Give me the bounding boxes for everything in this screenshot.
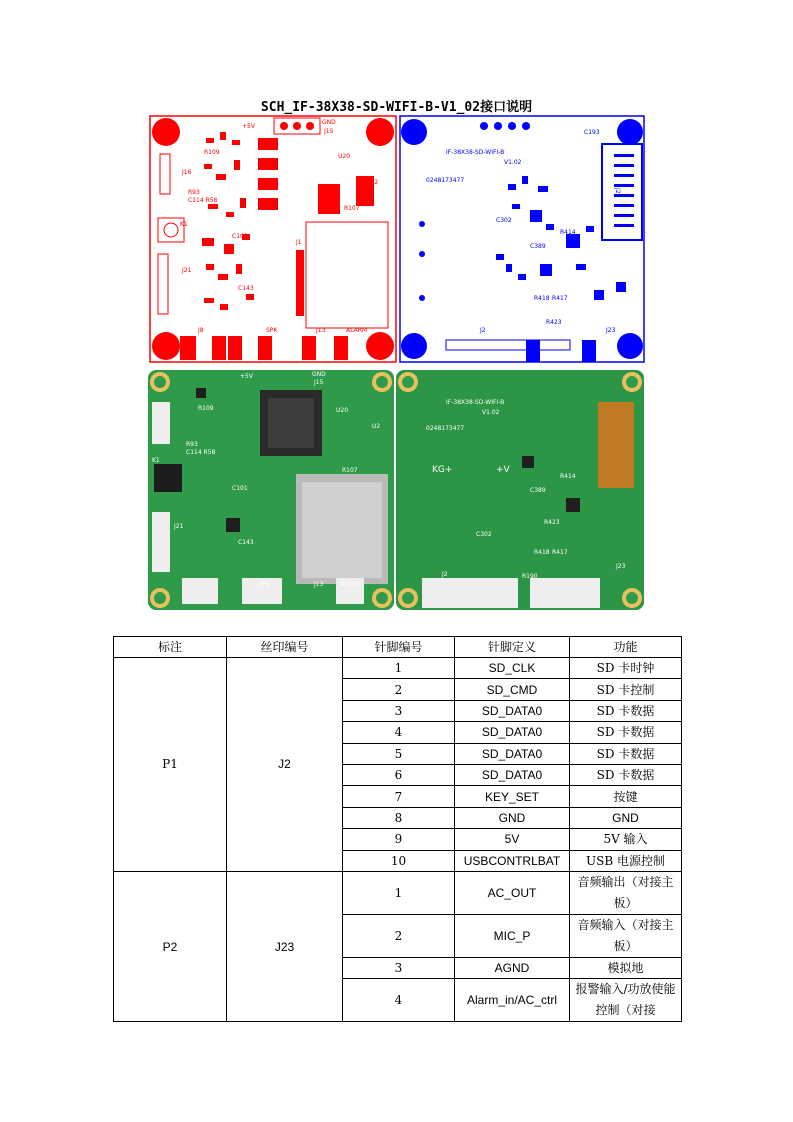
pin-function: SD 卡数据 (570, 764, 682, 785)
fpc-connector (598, 402, 634, 488)
svg-text:J13: J13 (316, 327, 326, 334)
svg-text:ALARM: ALARM (340, 581, 362, 588)
group-silk-j2: J2 (227, 658, 343, 872)
svg-text:J23: J23 (616, 563, 626, 570)
pin-definition: 5V (455, 829, 570, 850)
pin-definition: SD_DATA0 (455, 700, 570, 721)
svg-text:U2: U2 (370, 179, 379, 186)
group-label-p2: P2 (114, 871, 227, 1021)
header-function: 功能 (570, 637, 682, 658)
svg-text:J15: J15 (324, 128, 334, 135)
pin-function: SD 卡数据 (570, 722, 682, 743)
pin-number: 1 (343, 871, 455, 914)
header-silk: 丝印编号 (227, 637, 343, 658)
svg-text:U2: U2 (372, 423, 381, 430)
svg-text:J20: J20 (614, 188, 621, 198)
svg-text:R107: R107 (344, 205, 360, 212)
svg-text:K1: K1 (180, 221, 188, 228)
svg-text:C302: C302 (476, 531, 492, 538)
pin-number: 9 (343, 829, 455, 850)
svg-text:SPK: SPK (266, 327, 278, 334)
svg-text:R423: R423 (546, 319, 562, 326)
pin-function: GND (570, 807, 682, 828)
pcb-layout-figure (146, 114, 646, 364)
pin-number: 2 (343, 914, 455, 957)
svg-text:C389: C389 (530, 243, 546, 250)
pin-definition: SD_DATA0 (455, 722, 570, 743)
pin-number: 5 (343, 743, 455, 764)
svg-text:IF-38X38-SD-WIFI-B: IF-38X38-SD-WIFI-B (446, 399, 505, 406)
pin-number: 1 (343, 658, 455, 679)
table-row (114, 871, 682, 914)
pin-definition: AGND (455, 957, 570, 978)
pin-function: 按键 (570, 786, 682, 807)
pin-function: 模拟地 (570, 957, 682, 978)
pin-function: SD 卡数据 (570, 700, 682, 721)
pin-number: 4 (343, 979, 455, 1022)
pin-definition: AC_OUT (455, 871, 570, 914)
pin-number: 4 (343, 722, 455, 743)
svg-text:C143: C143 (238, 285, 254, 292)
svg-text:R109: R109 (198, 405, 214, 412)
svg-text:R414: R414 (560, 229, 576, 236)
pin-definition: Alarm_in/AC_ctrl (455, 979, 570, 1022)
svg-text:R107: R107 (342, 467, 358, 474)
table-row (114, 658, 682, 679)
pin-number: 7 (343, 786, 455, 807)
svg-text:0248173477: 0248173477 (426, 425, 465, 432)
pin-definition: GND (455, 807, 570, 828)
svg-text:+V: +V (496, 465, 510, 475)
svg-text:J21: J21 (182, 267, 192, 274)
svg-text:C143: C143 (238, 539, 254, 546)
svg-text:J21: J21 (174, 523, 184, 530)
mounting-hole (366, 332, 394, 360)
svg-text:C101: C101 (232, 233, 248, 240)
svg-text:J15: J15 (314, 379, 324, 386)
pin-function: SD 卡时钟 (570, 658, 682, 679)
pin-number: 8 (343, 807, 455, 828)
svg-text:SPK: SPK (258, 581, 270, 588)
pin-definition: SD_CMD (455, 679, 570, 700)
header-label: 标注 (114, 637, 227, 658)
svg-text:R418: R418 (534, 549, 550, 556)
svg-text:KG+: KG+ (432, 465, 453, 475)
svg-text:C193: C193 (584, 129, 600, 136)
pin-number: 3 (343, 700, 455, 721)
svg-text:K1: K1 (152, 457, 160, 464)
svg-text:C389: C389 (530, 487, 546, 494)
svg-text:J13: J13 (314, 581, 324, 588)
pin-definition: KEY_SET (455, 786, 570, 807)
svg-text:C114 R58: C114 R58 (188, 197, 218, 204)
pin-function: SD 卡控制 (570, 679, 682, 700)
svg-text:+5V: +5V (242, 123, 255, 130)
button-k1 (154, 464, 182, 492)
pin-number: 3 (343, 957, 455, 978)
svg-text:GND: GND (312, 371, 326, 378)
pin-definition: SD_DATA0 (455, 764, 570, 785)
pin-definition: SD_CLK (455, 658, 570, 679)
pin-function: 音频输出（对接主板） (570, 871, 682, 914)
pin-definition-table (113, 636, 682, 1022)
pin-definition: SD_DATA0 (455, 743, 570, 764)
svg-text:R190: R190 (522, 573, 538, 580)
svg-text:R418: R418 (534, 295, 550, 302)
document-title: SCH_IF-38X38-SD-WIFI-B-V1_02接口说明 (260, 100, 533, 115)
svg-text:V1.02: V1.02 (504, 159, 522, 166)
svg-text:J23: J23 (606, 327, 616, 334)
svg-text:+5V: +5V (240, 373, 253, 380)
mounting-hole (152, 118, 180, 146)
pcb-photo-figure (146, 368, 646, 612)
svg-text:IF-38X38-SD-WIFI-B: IF-38X38-SD-WIFI-B (446, 149, 505, 156)
svg-text:R417: R417 (552, 549, 568, 556)
group-silk-j23: J23 (227, 871, 343, 1021)
pin-definition: MIC_P (455, 914, 570, 957)
svg-text:V1.02: V1.02 (482, 409, 500, 416)
svg-text:R93: R93 (186, 441, 198, 448)
svg-text:R417: R417 (552, 295, 568, 302)
pin-number: 10 (343, 850, 455, 871)
svg-text:GND: GND (322, 119, 336, 126)
svg-text:U20: U20 (336, 407, 349, 414)
pin-number: 2 (343, 679, 455, 700)
svg-text:0248173477: 0248173477 (426, 177, 465, 184)
svg-text:R93: R93 (188, 189, 200, 196)
group-label-p1: P1 (114, 658, 227, 872)
svg-text:J16: J16 (182, 169, 192, 176)
pin-number: 6 (343, 764, 455, 785)
svg-text:C302: C302 (496, 217, 512, 224)
pin-function: 音频输入（对接主板） (570, 914, 682, 957)
svg-text:J1: J1 (296, 239, 302, 246)
svg-text:U20: U20 (338, 153, 351, 160)
svg-text:J8: J8 (198, 327, 204, 334)
header-pin-definition: 针脚定义 (455, 637, 570, 658)
svg-text:R109: R109 (204, 149, 220, 156)
svg-text:C114 R58: C114 R58 (186, 449, 216, 456)
svg-text:J2: J2 (442, 571, 448, 578)
svg-text:ALARM: ALARM (346, 327, 368, 334)
red-board-outline (150, 116, 396, 362)
pin-function: 报警输入/功放使能控制（对接 (570, 979, 682, 1022)
header-pin-number: 针脚编号 (343, 637, 455, 658)
pin-function: USB 电源控制 (570, 850, 682, 871)
mounting-hole (152, 332, 180, 360)
pin-definition: USBCONTRLBAT (455, 850, 570, 871)
table-header-row (114, 637, 682, 658)
mounting-hole (366, 118, 394, 146)
pin-function: SD 卡数据 (570, 743, 682, 764)
svg-text:J2: J2 (480, 327, 486, 334)
svg-text:R423: R423 (544, 519, 560, 526)
pin-function: 5V 输入 (570, 829, 682, 850)
svg-text:C101: C101 (232, 485, 248, 492)
svg-text:R414: R414 (560, 473, 576, 480)
